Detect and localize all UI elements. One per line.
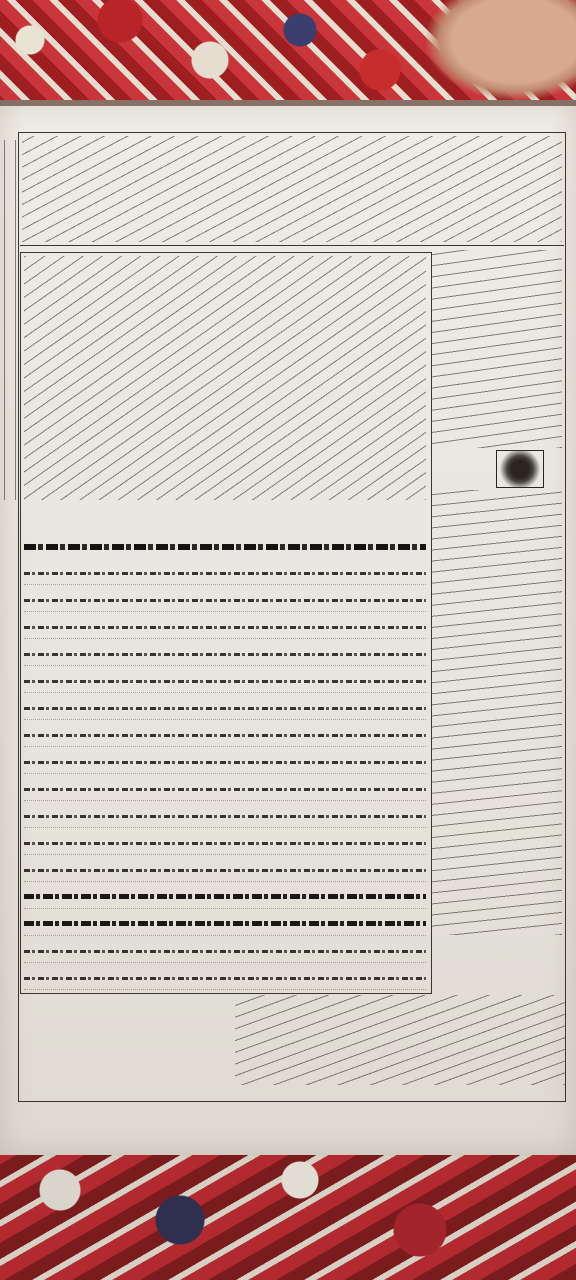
top-margin-separator — [20, 245, 564, 246]
text-line — [24, 963, 426, 990]
text-line — [24, 747, 426, 774]
page-top-edge — [0, 100, 576, 106]
text-line — [24, 666, 426, 693]
text-line — [24, 720, 426, 747]
diagonal-gloss-block — [24, 256, 426, 500]
right-margin-notes-lower — [432, 490, 562, 935]
text-line — [24, 585, 426, 612]
text-line — [24, 558, 426, 585]
left-margin-vertical-notes — [4, 140, 20, 500]
text-line-section-title — [24, 909, 426, 936]
text-line-section-title — [24, 882, 426, 909]
text-line — [24, 774, 426, 801]
seal-stamp — [496, 450, 544, 488]
text-line — [24, 828, 426, 855]
hand-holding-page — [426, 0, 576, 100]
top-margin-notes — [22, 136, 562, 242]
text-line — [24, 936, 426, 963]
text-line — [24, 855, 426, 882]
text-line — [24, 693, 426, 720]
text-line — [24, 801, 426, 828]
right-margin-notes-upper — [432, 250, 562, 448]
bottom-margin-notes — [235, 995, 565, 1085]
text-line — [24, 639, 426, 666]
main-text-body — [24, 558, 426, 993]
carpet-background-bottom — [0, 1150, 576, 1280]
text-line — [24, 612, 426, 639]
